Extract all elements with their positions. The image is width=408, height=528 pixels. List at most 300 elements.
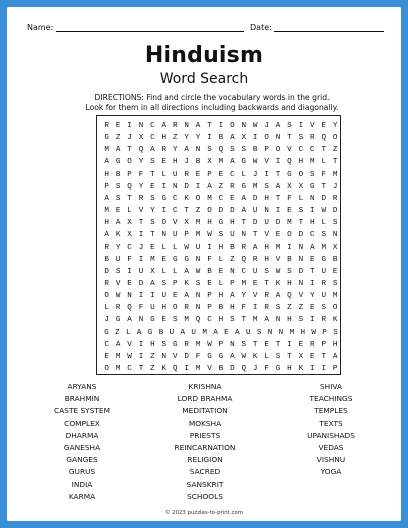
grid-letter[interactable]: E [218, 267, 224, 276]
grid-letter[interactable]: A [207, 182, 212, 191]
grid-letter[interactable]: M [252, 182, 258, 191]
grid-letter[interactable]: H [218, 292, 224, 301]
grid-letter[interactable]: W [127, 352, 132, 361]
grid-letter[interactable]: L [218, 279, 224, 288]
grid-letter[interactable]: M [150, 255, 155, 264]
grid-letter[interactable]: U [321, 267, 326, 276]
grid-letter[interactable]: A [184, 146, 189, 155]
grid-letter[interactable]: C [241, 267, 247, 276]
grid-letter[interactable]: G [241, 158, 247, 167]
grid-letter[interactable]: O [275, 146, 281, 155]
grid-letter[interactable]: S [161, 279, 167, 288]
grid-letter[interactable]: C [310, 146, 315, 155]
grid-letter[interactable]: Z [115, 134, 121, 143]
grid-letter[interactable]: R [321, 316, 326, 325]
grid-letter[interactable]: E [287, 207, 292, 216]
grid-letter[interactable]: P [172, 279, 178, 288]
grid-letter[interactable]: I [275, 158, 281, 167]
grid-letter[interactable]: L [125, 328, 131, 337]
grid-letter[interactable]: S [321, 231, 326, 240]
grid-letter[interactable]: B [195, 158, 201, 167]
grid-letter[interactable]: A [104, 231, 109, 240]
grid-letter[interactable]: A [241, 207, 247, 216]
grid-letter[interactable]: V [264, 158, 269, 167]
grid-letter[interactable]: R [310, 134, 315, 143]
grid-letter[interactable]: N [230, 267, 235, 276]
grid-letter[interactable]: D [332, 207, 338, 216]
grid-letter[interactable]: E [150, 243, 155, 252]
grid-letter[interactable]: Y [241, 292, 247, 301]
grid-letter[interactable]: E [230, 194, 235, 203]
grid-letter[interactable]: O [287, 231, 292, 240]
grid-letter[interactable]: F [195, 352, 201, 361]
grid-letter[interactable]: V [172, 352, 178, 361]
grid-letter[interactable]: S [150, 158, 155, 167]
grid-letter[interactable]: F [241, 304, 247, 313]
grid-letter[interactable]: P [322, 328, 327, 337]
grid-letter[interactable]: E [310, 352, 315, 361]
grid-letter[interactable]: C [150, 134, 155, 143]
grid-letter[interactable]: S [115, 194, 121, 203]
grid-letter[interactable]: Z [218, 182, 224, 191]
grid-letter[interactable]: N [298, 243, 304, 252]
grid-letter[interactable]: L [104, 304, 109, 313]
grid-letter[interactable]: S [264, 267, 269, 276]
grid-letter[interactable]: S [207, 146, 212, 155]
grid-letter[interactable]: M [207, 194, 212, 203]
grid-letter[interactable]: T [150, 170, 155, 179]
grid-letter[interactable]: T [127, 194, 132, 203]
grid-letter[interactable]: N [332, 231, 338, 240]
grid-letter[interactable]: A [161, 122, 167, 130]
grid-letter[interactable]: D [218, 207, 224, 216]
grid-letter[interactable]: P [207, 170, 212, 179]
grid-letter[interactable]: A [230, 292, 235, 301]
grid-letter[interactable]: T [310, 267, 315, 276]
grid-letter[interactable]: F [138, 170, 144, 179]
grid-letter[interactable]: H [264, 255, 269, 264]
grid-letter[interactable]: E [104, 352, 109, 361]
grid-letter[interactable]: N [241, 231, 247, 240]
grid-letter[interactable]: P [332, 365, 338, 373]
grid-letter[interactable]: T [138, 365, 144, 373]
grid-letter[interactable]: P [230, 279, 235, 288]
grid-letter[interactable]: S [275, 352, 281, 361]
grid-letter[interactable]: M [332, 292, 338, 301]
grid-letter[interactable]: Z [150, 365, 155, 373]
grid-letter[interactable]: X [184, 219, 189, 228]
grid-letter[interactable]: T [138, 219, 144, 228]
grid-letter[interactable]: I [184, 365, 189, 373]
grid-letter[interactable]: A [184, 267, 189, 276]
grid-letter[interactable]: M [252, 316, 258, 325]
grid-letter[interactable]: J [252, 365, 258, 373]
grid-letter[interactable]: A [213, 328, 218, 337]
grid-letter[interactable]: A [104, 194, 109, 203]
grid-letter[interactable]: A [136, 328, 142, 337]
grid-letter[interactable]: Z [287, 304, 292, 313]
grid-letter[interactable]: P [207, 304, 212, 313]
grid-letter[interactable]: I [138, 340, 144, 349]
grid-letter[interactable]: L [161, 243, 167, 252]
grid-letter[interactable]: E [218, 170, 224, 179]
grid-letter[interactable]: S [230, 316, 235, 325]
grid-letter[interactable]: O [104, 292, 109, 301]
grid-letter[interactable]: T [321, 352, 326, 361]
grid-letter[interactable]: U [115, 255, 121, 264]
grid-letter[interactable]: H [287, 365, 292, 373]
grid-letter[interactable]: C [207, 316, 212, 325]
grid-letter[interactable]: T [241, 219, 247, 228]
grid-letter[interactable]: M [195, 231, 201, 240]
grid-letter[interactable]: R [184, 170, 189, 179]
grid-letter[interactable]: G [241, 182, 247, 191]
grid-letter[interactable]: J [252, 170, 258, 179]
grid-letter[interactable]: X [241, 134, 247, 143]
grid-letter[interactable]: C [127, 365, 132, 373]
grid-letter[interactable]: G [161, 194, 167, 203]
grid-letter[interactable]: W [252, 158, 258, 167]
grid-letter[interactable]: R [252, 255, 258, 264]
grid-letter[interactable]: I [264, 170, 269, 179]
grid-letter[interactable]: M [241, 279, 247, 288]
grid-letter[interactable]: E [161, 255, 167, 264]
grid-letter[interactable]: S [172, 316, 178, 325]
grid-letter[interactable]: I [252, 304, 258, 313]
grid-letter[interactable]: T [321, 182, 326, 191]
grid-letter[interactable]: Y [195, 134, 201, 143]
grid-letter[interactable]: N [264, 207, 269, 216]
grid-letter[interactable]: E [207, 279, 212, 288]
grid-letter[interactable]: M [184, 316, 189, 325]
grid-letter[interactable]: S [241, 146, 247, 155]
grid-letter[interactable]: I [127, 122, 132, 130]
grid-letter[interactable]: H [218, 243, 224, 252]
grid-letter[interactable]: E [161, 316, 167, 325]
grid-letter[interactable]: H [161, 134, 167, 143]
grid-letter[interactable]: D [252, 219, 258, 228]
grid-letter[interactable]: S [115, 182, 121, 191]
grid-letter[interactable]: D [230, 365, 235, 373]
grid-letter[interactable]: H [172, 158, 178, 167]
grid-letter[interactable]: W [207, 231, 212, 240]
grid-letter[interactable]: H [161, 304, 167, 313]
grid-letter[interactable]: A [275, 182, 281, 191]
grid-letter[interactable]: D [321, 194, 326, 203]
grid-letter[interactable]: T [252, 231, 258, 240]
grid-letter[interactable]: O [298, 170, 304, 179]
grid-letter[interactable]: R [104, 122, 109, 130]
grid-letter[interactable]: C [230, 170, 235, 179]
grid-letter[interactable]: O [195, 194, 201, 203]
grid-letter[interactable]: U [138, 267, 144, 276]
grid-letter[interactable]: S [256, 328, 262, 337]
grid-letter[interactable]: Z [150, 352, 155, 361]
grid-letter[interactable]: P [184, 231, 189, 240]
grid-letter[interactable]: R [184, 340, 189, 349]
grid-letter[interactable]: U [150, 304, 155, 313]
grid-letter[interactable]: A [150, 146, 155, 155]
grid-letter[interactable]: E [150, 182, 155, 191]
grid-letter[interactable]: M [202, 328, 207, 337]
grid-letter[interactable]: D [275, 219, 281, 228]
grid-letter[interactable]: L [161, 267, 167, 276]
grid-letter[interactable]: H [218, 316, 224, 325]
grid-letter[interactable]: A [230, 352, 235, 361]
grid-letter[interactable]: H [104, 219, 109, 228]
grid-letter[interactable]: X [298, 182, 304, 191]
grid-letter[interactable]: E [115, 207, 121, 216]
grid-letter[interactable]: I [218, 122, 224, 130]
grid-letter[interactable]: Q [138, 146, 144, 155]
grid-letter[interactable]: I [207, 134, 212, 143]
grid-letter[interactable]: H [310, 219, 315, 228]
grid-letter[interactable]: J [104, 316, 109, 325]
grid-letter[interactable]: J [138, 243, 144, 252]
grid-letter[interactable]: U [245, 328, 251, 337]
grid-letter[interactable]: M [275, 243, 281, 252]
grid-letter[interactable]: A [115, 340, 121, 349]
grid-letter[interactable]: K [252, 352, 258, 361]
grid-letter[interactable]: V [287, 146, 292, 155]
grid-letter[interactable]: M [289, 328, 295, 337]
grid-letter[interactable]: I [275, 207, 281, 216]
grid-letter[interactable]: S [230, 146, 235, 155]
grid-letter[interactable]: K [184, 279, 189, 288]
grid-letter[interactable]: A [180, 328, 186, 337]
grid-letter[interactable]: C [298, 146, 304, 155]
grid-letter[interactable]: T [207, 122, 212, 130]
grid-letter[interactable]: J [332, 182, 338, 191]
grid-letter[interactable]: Z [115, 328, 120, 337]
grid-letter[interactable]: O [332, 134, 338, 143]
grid-letter[interactable]: Q [287, 292, 292, 301]
grid-letter[interactable]: I [207, 243, 212, 252]
grid-letter[interactable]: Q [241, 255, 247, 264]
grid-letter[interactable]: A [150, 279, 155, 288]
grid-letter[interactable]: M [310, 158, 315, 167]
grid-letter[interactable]: H [287, 316, 292, 325]
grid-letter[interactable]: B [104, 255, 109, 264]
grid-letter[interactable]: X [298, 352, 304, 361]
grid-letter[interactable]: T [150, 231, 155, 240]
grid-letter[interactable]: S [332, 219, 338, 228]
grid-letter[interactable]: M [332, 170, 338, 179]
grid-letter[interactable]: I [310, 279, 315, 288]
grid-letter[interactable]: E [115, 122, 121, 130]
grid-letter[interactable]: U [172, 170, 178, 179]
grid-letter[interactable]: J [127, 134, 132, 143]
grid-letter[interactable]: G [104, 134, 109, 143]
grid-letter[interactable]: I [287, 340, 292, 349]
grid-letter[interactable]: R [138, 194, 144, 203]
grid-letter[interactable]: A [264, 316, 269, 325]
grid-letter[interactable]: N [184, 122, 189, 130]
grid-letter[interactable]: D [230, 207, 235, 216]
grid-letter[interactable]: N [267, 328, 273, 337]
grid-letter[interactable]: T [275, 340, 281, 349]
grid-letter[interactable]: Z [298, 304, 304, 313]
grid-letter[interactable]: U [169, 328, 175, 337]
grid-letter[interactable]: Z [172, 134, 178, 143]
grid-letter[interactable]: M [195, 219, 201, 228]
grid-letter[interactable]: H [230, 304, 235, 313]
grid-letter[interactable]: X [207, 158, 212, 167]
grid-letter[interactable]: G [150, 316, 155, 325]
grid-letter[interactable]: H [287, 279, 292, 288]
grid-letter[interactable]: U [230, 231, 235, 240]
grid-letter[interactable]: N [230, 340, 235, 349]
grid-letter[interactable]: K [298, 365, 304, 373]
grid-letter[interactable]: V [115, 279, 121, 288]
grid-letter[interactable]: N [195, 292, 201, 301]
grid-letter[interactable]: G [184, 255, 189, 264]
grid-letter[interactable]: V [275, 255, 281, 264]
grid-letter[interactable]: C [172, 207, 178, 216]
grid-letter[interactable]: Q [127, 304, 132, 313]
grid-letter[interactable]: A [230, 134, 235, 143]
grid-letter[interactable]: R [184, 304, 189, 313]
grid-letter[interactable]: L [321, 219, 326, 228]
grid-letter[interactable]: D [298, 267, 304, 276]
grid-letter[interactable]: V [138, 207, 144, 216]
grid-letter[interactable]: C [127, 243, 132, 252]
grid-letter[interactable]: T [184, 207, 189, 216]
grid-letter[interactable]: S [161, 340, 167, 349]
grid-letter[interactable]: C [310, 231, 315, 240]
grid-letter[interactable]: F [127, 255, 132, 264]
grid-letter[interactable]: G [310, 182, 315, 191]
grid-letter[interactable]: W [252, 122, 258, 130]
grid-letter[interactable]: U [252, 267, 258, 276]
grid-letter[interactable]: E [332, 267, 338, 276]
grid-letter[interactable]: H [104, 170, 109, 179]
grid-letter[interactable]: D [184, 352, 189, 361]
grid-letter[interactable]: W [311, 328, 316, 337]
grid-letter[interactable]: E [321, 122, 326, 130]
grid-letter[interactable]: W [115, 292, 121, 301]
grid-letter[interactable]: M [195, 340, 201, 349]
grid-letter[interactable]: Q [321, 134, 326, 143]
grid-letter[interactable]: J [184, 158, 189, 167]
grid-letter[interactable]: E [252, 279, 258, 288]
grid-letter[interactable]: A [195, 122, 201, 130]
grid-letter[interactable]: O [127, 158, 132, 167]
grid-letter[interactable]: Y [138, 182, 144, 191]
grid-letter[interactable]: E [298, 340, 304, 349]
grid-letter[interactable]: O [264, 134, 269, 143]
grid-letter[interactable]: I [252, 134, 258, 143]
grid-letter[interactable]: R [104, 279, 109, 288]
grid-letter[interactable]: A [252, 243, 258, 252]
grid-letter[interactable]: W [275, 267, 281, 276]
grid-letter[interactable]: A [104, 158, 109, 167]
grid-letter[interactable]: D [184, 182, 189, 191]
grid-letter[interactable]: P [104, 182, 109, 191]
grid-letter[interactable]: F [321, 170, 326, 179]
grid-letter[interactable]: R [230, 182, 235, 191]
grid-letter[interactable]: L [127, 207, 132, 216]
grid-letter[interactable]: A [115, 146, 121, 155]
grid-letter[interactable]: W [195, 267, 201, 276]
grid-letter[interactable]: L [264, 352, 269, 361]
grid-letter[interactable]: B [158, 328, 164, 337]
grid-letter[interactable]: C [218, 194, 224, 203]
grid-letter[interactable]: I [138, 255, 144, 264]
grid-letter[interactable]: E [172, 292, 178, 301]
grid-letter[interactable]: I [138, 292, 144, 301]
grid-letter[interactable]: M [321, 243, 326, 252]
grid-letter[interactable]: V [264, 231, 269, 240]
grid-letter[interactable]: T [264, 279, 269, 288]
grid-letter[interactable]: A [184, 292, 189, 301]
grid-letter[interactable]: W [184, 243, 189, 252]
grid-letter[interactable]: M [104, 207, 109, 216]
grid-letter[interactable]: R [161, 146, 167, 155]
grid-letter[interactable]: I [138, 352, 144, 361]
grid-letter[interactable]: E [275, 231, 281, 240]
grid-letter[interactable]: O [172, 304, 178, 313]
grid-letter[interactable]: B [115, 170, 121, 179]
grid-letter[interactable]: V [207, 365, 212, 373]
grid-letter[interactable]: H [207, 219, 212, 228]
grid-letter[interactable]: S [275, 304, 281, 313]
grid-letter[interactable]: T [127, 146, 132, 155]
grid-letter[interactable]: B [287, 255, 292, 264]
grid-letter[interactable]: W [207, 340, 212, 349]
grid-letter[interactable]: S [195, 279, 201, 288]
grid-letter[interactable]: U [264, 219, 269, 228]
grid-letter[interactable]: Z [230, 255, 235, 264]
grid-letter[interactable]: A [332, 352, 338, 361]
grid-letter[interactable]: E [127, 279, 132, 288]
grid-letter[interactable]: L [161, 170, 167, 179]
grid-letter[interactable]: T [241, 316, 247, 325]
grid-letter[interactable]: N [195, 255, 201, 264]
grid-letter[interactable]: S [298, 316, 304, 325]
grid-letter[interactable]: T [332, 158, 338, 167]
grid-letter[interactable]: N [195, 146, 201, 155]
grid-letter[interactable]: T [298, 219, 304, 228]
grid-letter[interactable]: U [321, 292, 326, 301]
grid-letter[interactable]: K [115, 231, 121, 240]
grid-letter[interactable]: D [252, 194, 258, 203]
grid-letter[interactable]: L [172, 243, 178, 252]
grid-letter[interactable]: G [275, 365, 281, 373]
grid-letter[interactable]: B [218, 365, 224, 373]
grid-letter[interactable]: W [321, 207, 326, 216]
grid-letter[interactable]: S [310, 170, 315, 179]
grid-letter[interactable]: I [161, 182, 167, 191]
grid-letter[interactable]: I [310, 316, 315, 325]
grid-letter[interactable]: G [218, 219, 224, 228]
grid-letter[interactable]: V [310, 122, 315, 130]
grid-letter[interactable]: B [218, 304, 224, 313]
grid-letter[interactable]: R [264, 304, 269, 313]
grid-letter[interactable]: Q [287, 158, 292, 167]
grid-letter[interactable]: L [298, 194, 304, 203]
grid-letter[interactable]: V [298, 292, 304, 301]
grid-letter[interactable]: S [241, 340, 247, 349]
grid-letter[interactable]: N [298, 279, 304, 288]
grid-letter[interactable]: Y [150, 207, 155, 216]
grid-letter[interactable]: U [195, 243, 201, 252]
grid-letter[interactable]: B [207, 267, 212, 276]
grid-letter[interactable]: H [264, 194, 269, 203]
grid-letter[interactable]: N [138, 316, 144, 325]
grid-letter[interactable]: Q [241, 365, 247, 373]
grid-letter[interactable]: L [241, 170, 247, 179]
